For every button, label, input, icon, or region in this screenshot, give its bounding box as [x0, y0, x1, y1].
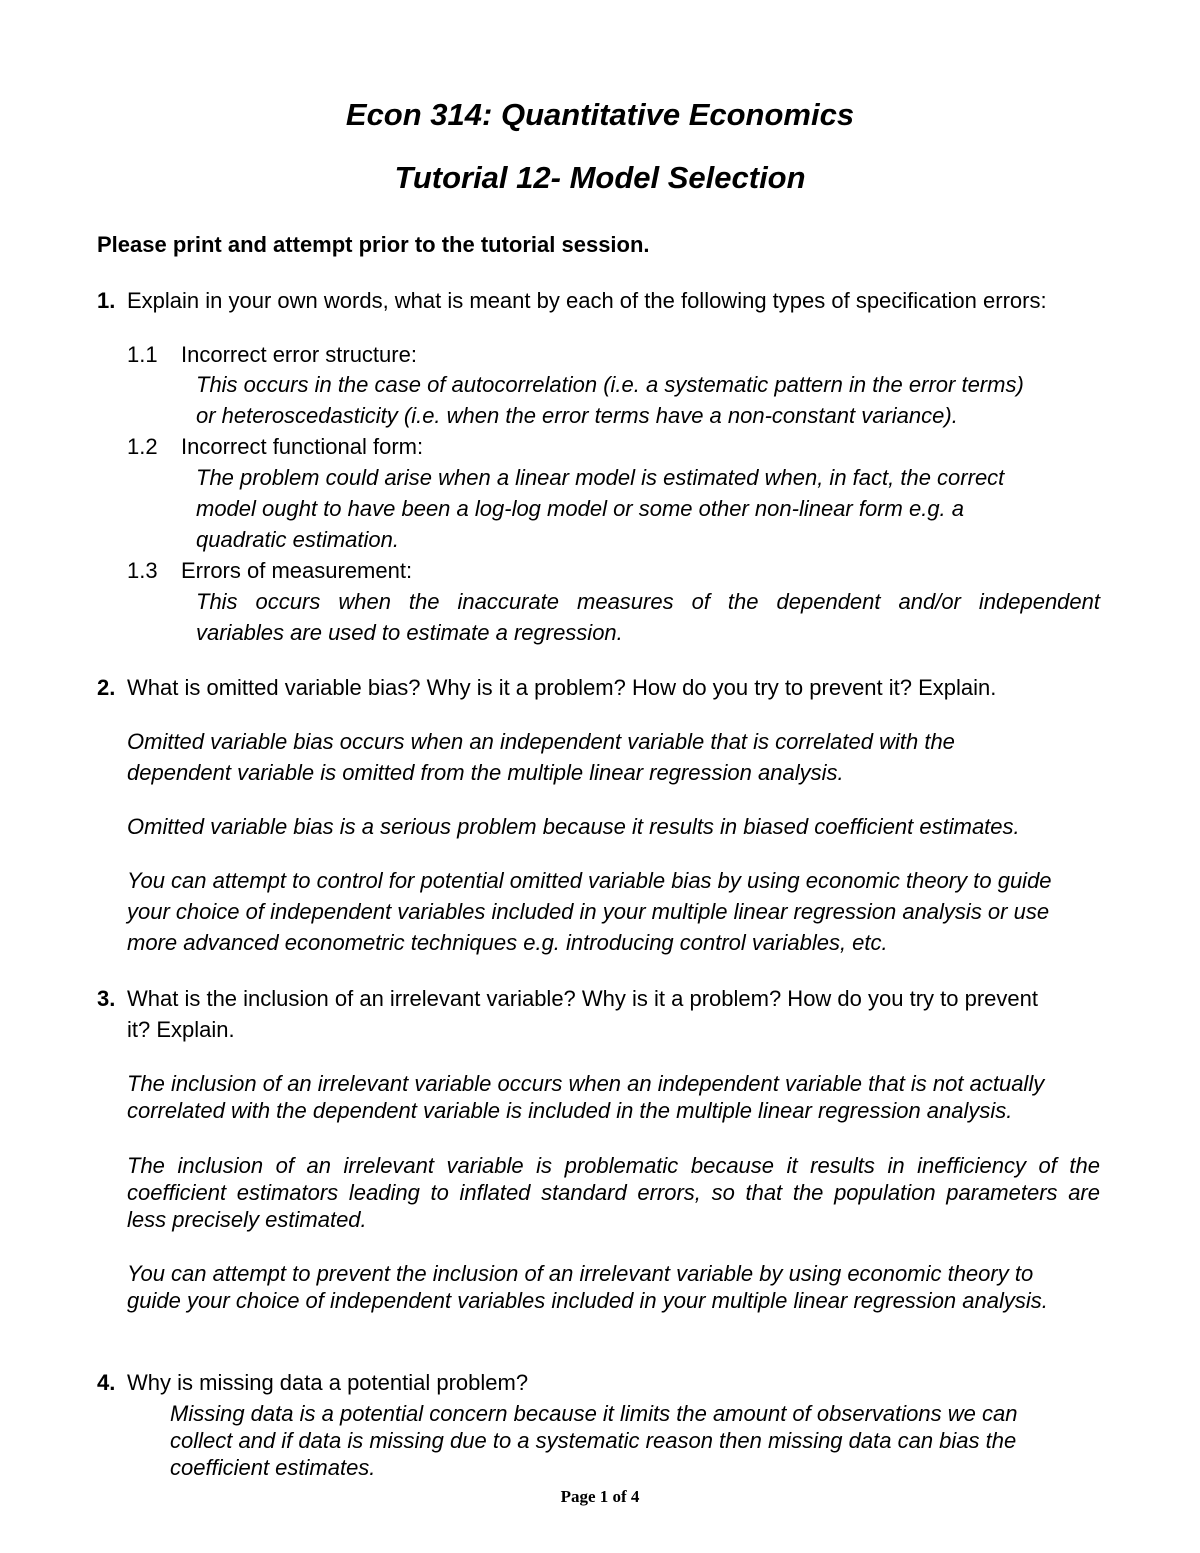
- document-title: Econ 314: Quantitative Economics: [345, 97, 855, 132]
- answer-3-line: coefficient estimators leading to inflated standard errors, so that the population parameters are: [127, 1180, 1100, 1205]
- answer-3-line: The inclusion of an irrelevant variable occurs when an independent variable that is not actually: [127, 1071, 1045, 1096]
- answer-3-line: guide your choice of independent variables included in your multiple linear regression analysis.: [127, 1288, 1048, 1313]
- document-subtitle: Tutorial 12- Model Selection: [394, 160, 806, 195]
- subitem-1-3-number: 1.3: [127, 558, 158, 583]
- answer-2-line: Omitted variable bias is a serious problem because it results in biased coefficient estimates.: [127, 814, 1020, 839]
- answer-3-line: correlated with the dependent variable is included in the multiple linear regression analysis.: [127, 1098, 1013, 1123]
- answer-1-3-line: variables are used to estimate a regression.: [196, 620, 623, 645]
- subitem-1-2-number: 1.2: [127, 434, 158, 459]
- question-3-number: 3.: [97, 986, 116, 1011]
- answer-4-line: coefficient estimates.: [170, 1455, 376, 1480]
- question-3-text: What is the inclusion of an irrelevant variable? Why is it a problem? How do you try to prevent: [127, 986, 1038, 1011]
- answer-1-3-line: This occurs when the inaccurate measures of the dependent and/or independent: [196, 589, 1100, 614]
- subitem-1-1-number: 1.1: [127, 342, 158, 367]
- answer-2-line: Omitted variable bias occurs when an independent variable that is correlated with the: [127, 729, 955, 754]
- subitem-1-3-label: Errors of measurement:: [181, 558, 413, 583]
- question-1-number: 1.: [97, 288, 116, 313]
- answer-3-line: The inclusion of an irrelevant variable is problematic because it results in inefficiency of the: [127, 1153, 1100, 1178]
- answer-1-2-line: quadratic estimation.: [196, 527, 399, 552]
- question-4-text: Why is missing data a potential problem?: [127, 1370, 529, 1395]
- answer-2-line: You can attempt to control for potential omitted variable bias by using economic theory to guide: [127, 868, 1052, 893]
- subitem-1-2-label: Incorrect functional form:: [181, 434, 424, 459]
- question-4-number: 4.: [97, 1370, 116, 1395]
- answer-1-1-line: or heteroscedasticity (i.e. when the error terms have a non-constant variance).: [196, 403, 958, 428]
- answer-2-line: your choice of independent variables included in your multiple linear regression analysis or use: [127, 899, 1050, 924]
- answer-1-1-line: This occurs in the case of autocorrelation (i.e. a systematic pattern in the error terms): [196, 372, 1024, 397]
- subitem-1-1-label: Incorrect error structure:: [181, 342, 417, 367]
- question-3-text: it? Explain.: [127, 1017, 235, 1042]
- answer-3-line: less precisely estimated.: [127, 1207, 367, 1232]
- page-number: Page 1 of 4: [560, 1487, 640, 1506]
- answer-2-line: more advanced econometric techniques e.g. introducing control variables, etc.: [127, 930, 888, 955]
- question-2-text: What is omitted variable bias? Why is it a problem? How do you try to prevent it? Explain.: [127, 675, 997, 700]
- question-2-number: 2.: [97, 675, 116, 700]
- answer-3-line: You can attempt to prevent the inclusion of an irrelevant variable by using economic theory to: [127, 1261, 1034, 1286]
- answer-2-line: dependent variable is omitted from the multiple linear regression analysis.: [127, 760, 844, 785]
- answer-1-2-line: model ought to have been a log-log model or some other non-linear form e.g. a: [196, 496, 965, 521]
- instruction-text: Please print and attempt prior to the tutorial session.: [97, 232, 650, 257]
- answer-4-line: Missing data is a potential concern because it limits the amount of observations we can: [170, 1401, 1018, 1426]
- question-1-text: Explain in your own words, what is meant by each of the following types of specification errors:: [127, 288, 1047, 313]
- answer-4-line: collect and if data is missing due to a systematic reason then missing data can bias the: [170, 1428, 1017, 1453]
- answer-1-2-line: The problem could arise when a linear model is estimated when, in fact, the correct: [196, 465, 1005, 490]
